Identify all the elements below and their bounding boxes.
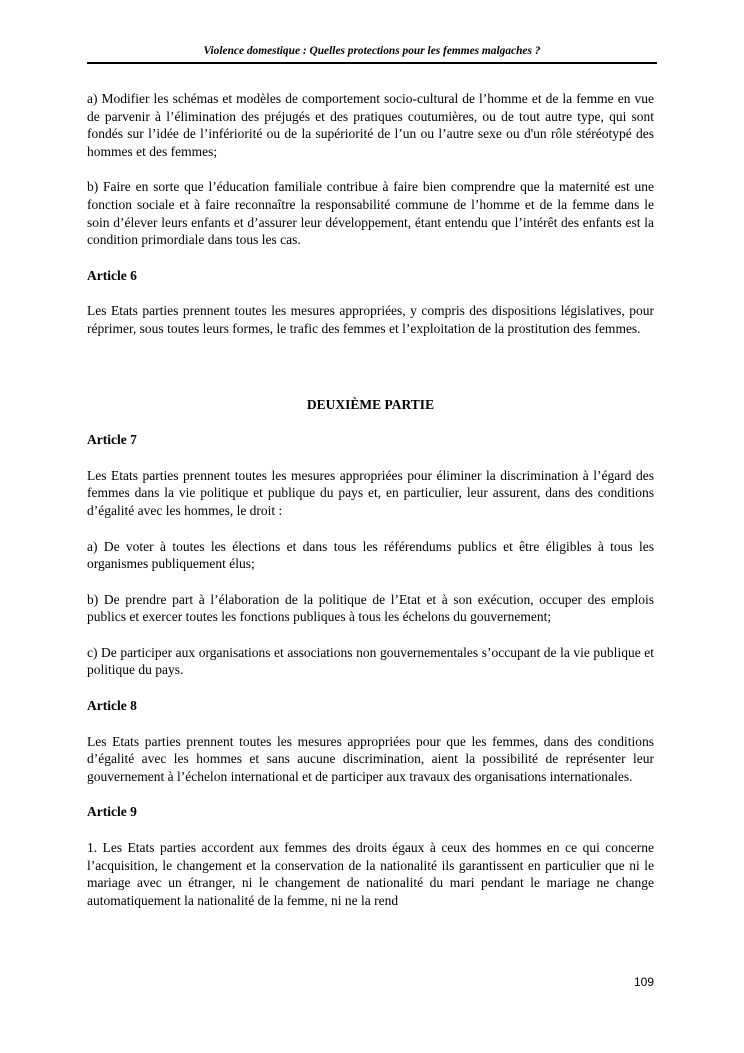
paragraph-9-1: 1. Les Etats parties accordent aux femmes des droits égaux à ceux des hommes en ce qui concerne l’acquisition, le changement et la conservation de la nationalité ils garantissent en particulier que ni le mariage avec un étranger, ni le changement de nationalité du mari pendant le mariage ne change automatiquement la nationalité de la femme, ni ne la rend — [87, 840, 654, 908]
header-rule — [87, 62, 657, 64]
paragraph-article-6: Les Etats parties prennent toutes les mesures appropriées, y compris des dispositions législatives, pour réprimer, sous toutes leurs formes, le trafic des femmes et l’exploitation de la prostitution des femmes. — [87, 303, 654, 336]
running-header: Violence domestique : Quelles protections pour les femmes malgaches ? — [203, 45, 541, 57]
paragraph-7b: b) De prendre part à l’élaboration de la politique de l’Etat et à son exécution, occuper des emplois publics et exercer toutes les fonctions publiques à tous les échelons du gouvernement; — [87, 591, 654, 625]
paragraph-article-8: Les Etats parties prennent toutes les mesures appropriées pour que les femmes, dans des conditions d’égalité avec les hommes et sans aucune discrimination, aient la possibilité de représenter leur gouvernement à l’échelon international et de participer aux travaux des organisations internationales. — [87, 733, 654, 784]
document-body — [87, 90, 654, 927]
paragraph-5a: a) Modifier les schémas et modèles de comportement socio-cultural de l’homme et de la femme en vue de parvenir à l’élimination des préjugés et des pratiques coutumières, ou de tout autre type, qui sont fondés sur l’idée de l’infériorité ou de la supériorité de l’un ou l’autre sexe ou d'un rôle stéréotypé des hommes et des femmes; — [87, 91, 654, 159]
paragraph-article-7-intro: Les Etats parties prennent toutes les mesures appropriées pour éliminer la discrimination à l’égard des femmes dans la vie politique et publique du pays et, en particulier, leur assurent, dans des conditions d’égalité avec les hommes, le droit : — [87, 467, 654, 518]
page-number: 109 — [633, 975, 654, 989]
paragraph-5b: b) Faire en sorte que l’éducation familiale contribue à faire bien comprendre que la maternité est une fonction sociale et à faire reconnaître la responsabilité commune de l’homme et de la femme dans le soin d’élever leurs enfants et d’assurer leur développement, étant entendu que l’intérêt des enfants est la condition primordiale dans tous les cas. — [87, 179, 654, 248]
article-8-heading: Article 8 — [87, 698, 137, 714]
paragraph-7a: a) De voter à toutes les élections et dans tous les référendums publics et être éligibles à tous les organismes publiquement élus; — [87, 538, 654, 572]
article-9-heading: Article 9 — [87, 804, 137, 820]
article-6-heading: Article 6 — [87, 267, 137, 283]
part-two-title: DEUXIÈME PARTIE — [306, 396, 435, 412]
article-7-heading: Article 7 — [87, 432, 137, 448]
paragraph-7c: c) De participer aux organisations et associations non gouvernementales s’occupant de la vie publique et politique du pays. — [87, 644, 654, 678]
